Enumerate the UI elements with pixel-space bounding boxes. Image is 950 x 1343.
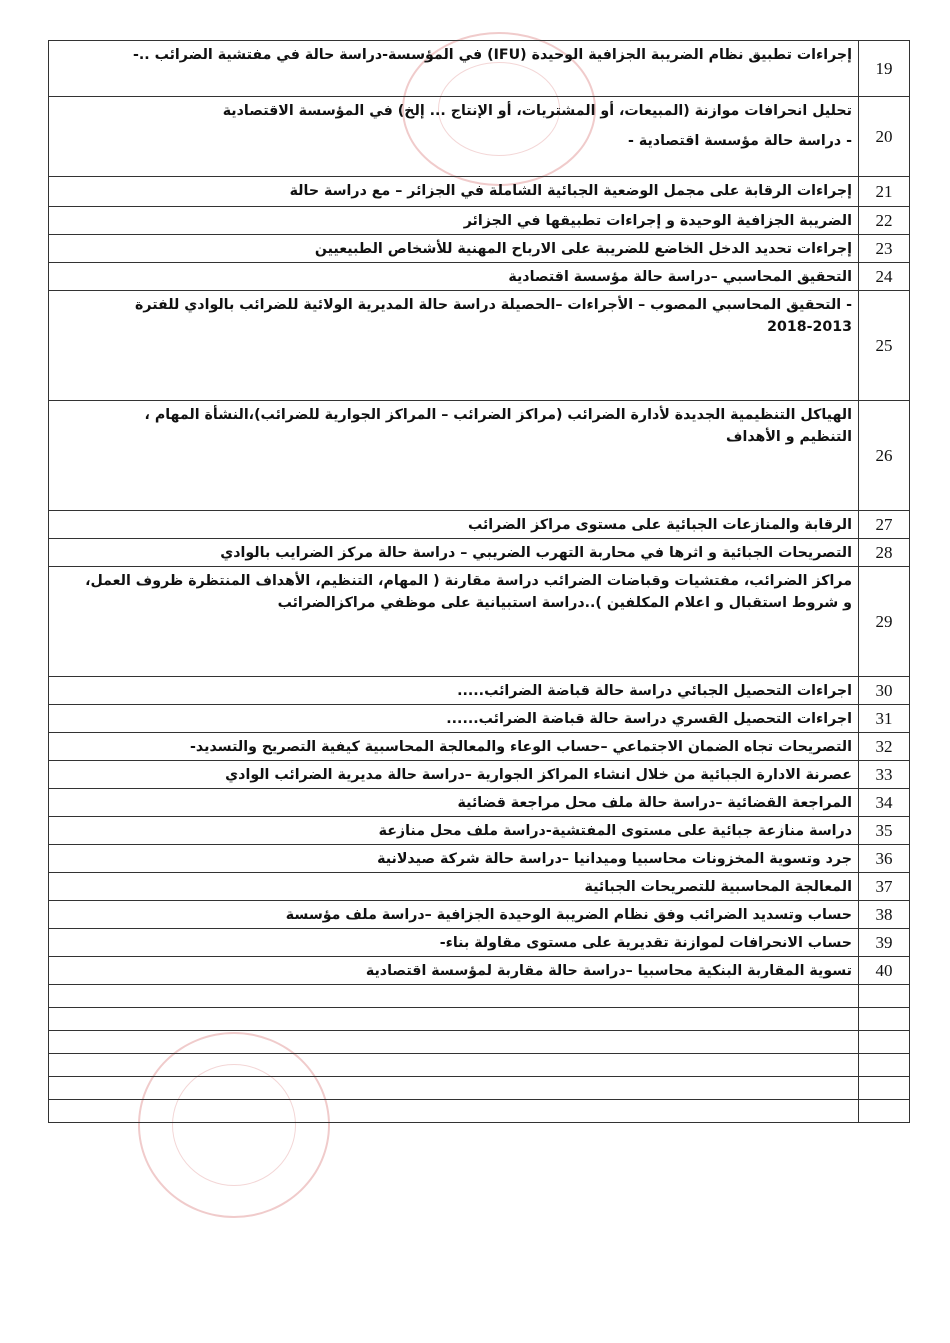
topic-title-line: إجراءات تحديد الدخل الخاضع للضريبة على الارباح المهنية للأشخاص الطبيعيين <box>314 241 852 257</box>
topic-number: 28 <box>859 539 910 567</box>
topic-number: 34 <box>859 789 910 817</box>
topic-row <box>49 263 910 291</box>
topic-number: 32 <box>859 733 910 761</box>
topic-number: 23 <box>859 235 910 263</box>
empty-number-cell <box>859 1008 910 1031</box>
topic-row <box>49 41 910 97</box>
topic-row <box>49 845 910 873</box>
topic-title-line: مراكز الضرائب، مفتشيات وقباضات الضرائب دراسة مقارنة ( المهام، التنظيم، الأهداف المنتظرة ظروف العمل، <box>85 573 852 589</box>
empty-row <box>49 1054 910 1077</box>
empty-title-cell <box>49 985 859 1008</box>
topic-title-line: تسوية المقاربة البنكية محاسبيا –دراسة حالة مقاربة لمؤسسة اقتصادية <box>365 963 852 979</box>
topics-table-body <box>49 41 910 1123</box>
topic-title-cell <box>49 97 859 177</box>
topic-title-line: اجراءات التحصيل القسري دراسة حالة قباضة الضرائب...... <box>446 711 852 727</box>
topic-row <box>49 733 910 761</box>
topics-table <box>48 40 910 1123</box>
topic-title-cell <box>49 733 859 761</box>
topic-title-cell <box>49 789 859 817</box>
empty-number-cell <box>859 1031 910 1054</box>
topic-title-cell <box>49 401 859 511</box>
topic-row <box>49 761 910 789</box>
topic-title-line: تحليل انحرافات موازنة (المبيعات، أو المشتريات، أو الإنتاج ... إلخ) في المؤسسة الاقتصادية <box>222 103 852 119</box>
topic-title-line: التصريحات تجاه الضمان الاجتماعي –حساب الوعاء والمعالجة المحاسبية كيفية التصريح والتسديد- <box>190 739 852 755</box>
topic-row <box>49 539 910 567</box>
topic-title-cell <box>49 677 859 705</box>
topic-number: 21 <box>859 177 910 207</box>
topic-title-cell <box>49 873 859 901</box>
topic-number: 30 <box>859 677 910 705</box>
empty-number-cell <box>859 1077 910 1100</box>
topic-title-cell <box>49 291 859 401</box>
topic-title-cell <box>49 761 859 789</box>
topic-title-line: جرد وتسوية المخزونات محاسبيا وميدانيا –دراسة حالة شركة صيدلانية <box>377 851 852 867</box>
topic-title-line: المعالجة المحاسبية للتصريحات الجبائية <box>584 879 852 895</box>
topic-title-line: إجراءات الرقابة على مجمل الوضعية الجبائية الشاملة في الجزائر – مع دراسة حالة <box>289 183 852 199</box>
topic-number: 33 <box>859 761 910 789</box>
topic-number: 36 <box>859 845 910 873</box>
topic-row <box>49 901 910 929</box>
empty-row <box>49 985 910 1008</box>
empty-number-cell <box>859 1100 910 1123</box>
topic-row <box>49 817 910 845</box>
topic-title-line: حساب وتسديد الضرائب وفق نظام الضريبة الوحيدة الجزافية –دراسة ملف مؤسسة <box>285 907 852 923</box>
topic-row <box>49 97 910 177</box>
topic-title-cell <box>49 817 859 845</box>
empty-number-cell <box>859 985 910 1008</box>
topic-row <box>49 929 910 957</box>
topic-number: 20 <box>859 97 910 177</box>
topic-number: 27 <box>859 511 910 539</box>
topic-title-cell <box>49 845 859 873</box>
topic-title-cell <box>49 957 859 985</box>
empty-title-cell <box>49 1100 859 1123</box>
topic-number: 25 <box>859 291 910 401</box>
topic-number: 24 <box>859 263 910 291</box>
topic-title-cell <box>49 177 859 207</box>
topic-row <box>49 401 910 511</box>
topic-number: 38 <box>859 901 910 929</box>
topic-title-line: الرقابة والمنازعات الجبائية على مستوى مراكز الضرائب <box>467 517 852 533</box>
topic-title-line: إجراءات تطبيق نظام الضريبة الجزافية الوحيدة (IFU) في المؤسسة-دراسة حالة في مفتشية الضرائب ..- <box>132 47 852 63</box>
topic-title-cell <box>49 263 859 291</box>
topic-number: 35 <box>859 817 910 845</box>
topic-row <box>49 567 910 677</box>
empty-row <box>49 1031 910 1054</box>
topic-title-cell <box>49 705 859 733</box>
topic-title-line: و شروط استقبال و اعلام المكلفين )..دراسة استبيانية على موظفي مراكزالضرائب <box>277 595 852 611</box>
topic-title-cell <box>49 901 859 929</box>
topic-title-line: اجراءات التحصيل الجبائي دراسة حالة قباضة الضرائب..... <box>457 683 852 699</box>
topic-title-line: التحقيق المحاسبي –دراسة حالة مؤسسة اقتصادية <box>508 269 852 285</box>
topic-title-cell <box>49 235 859 263</box>
topic-title-line: التنظيم و الأهداف <box>725 429 852 445</box>
topic-row <box>49 235 910 263</box>
topic-number: 26 <box>859 401 910 511</box>
topic-title-cell <box>49 511 859 539</box>
topic-number: 22 <box>859 207 910 235</box>
topic-row <box>49 873 910 901</box>
empty-title-cell <box>49 1054 859 1077</box>
topic-number: 40 <box>859 957 910 985</box>
topic-title-line: - التحقيق المحاسبي المصوب – الأجراءات –الحصيلة دراسة حالة المديرية الولائية للضرائب بالوادي للفترة <box>135 297 852 313</box>
empty-row <box>49 1100 910 1123</box>
topic-title-cell <box>49 929 859 957</box>
topic-title-line: الضريبة الجزافية الوحيدة و إجراءات تطبيقها في الجزائر <box>463 213 852 229</box>
topic-title-line: حساب الانحرافات لموازنة تقديرية على مستوى مقاولة بناء- <box>439 935 852 951</box>
empty-row <box>49 1008 910 1031</box>
topic-title-line: الهياكل التنظيمية الجديدة لأدارة الضرائب (مراكز الضرائب – المراكز الجوارية للضرائب)،النشأة المهام ، <box>144 407 852 423</box>
topic-row <box>49 291 910 401</box>
topic-row <box>49 677 910 705</box>
topic-title-cell <box>49 539 859 567</box>
empty-row <box>49 1077 910 1100</box>
topic-title-line: 2018-2013 <box>767 319 852 335</box>
topic-number: 19 <box>859 41 910 97</box>
empty-title-cell <box>49 1077 859 1100</box>
topic-title-line: - دراسة حالة مؤسسة اقتصادية - <box>628 133 852 149</box>
topic-title-cell <box>49 41 859 97</box>
topic-title-line: دراسة منازعة جبائية على مستوى المفتشية-دراسة ملف محل منازعة <box>378 823 852 839</box>
empty-title-cell <box>49 1031 859 1054</box>
topic-title-line: عصرنة الادارة الجبائية من خلال انشاء المراكز الجوارية –دراسة حالة مديرية الضرائب الوادي <box>225 767 852 783</box>
topic-title-cell <box>49 207 859 235</box>
topic-title-line: المراجعة القضائية –دراسة حالة ملف محل مراجعة قضائية <box>457 795 852 811</box>
topic-number: 29 <box>859 567 910 677</box>
empty-number-cell <box>859 1054 910 1077</box>
topic-row <box>49 511 910 539</box>
topic-row <box>49 957 910 985</box>
topic-title-line: التصريحات الجبائية و اثرها في محاربة التهرب الضريبي – دراسة حالة مركز الضرايب بالوادي <box>220 545 852 561</box>
empty-title-cell <box>49 1008 859 1031</box>
line-gap <box>61 122 852 130</box>
topic-number: 37 <box>859 873 910 901</box>
topic-row <box>49 177 910 207</box>
topic-number: 39 <box>859 929 910 957</box>
topic-number: 31 <box>859 705 910 733</box>
topic-row <box>49 207 910 235</box>
topic-title-cell <box>49 567 859 677</box>
topic-row <box>49 705 910 733</box>
topic-row <box>49 789 910 817</box>
